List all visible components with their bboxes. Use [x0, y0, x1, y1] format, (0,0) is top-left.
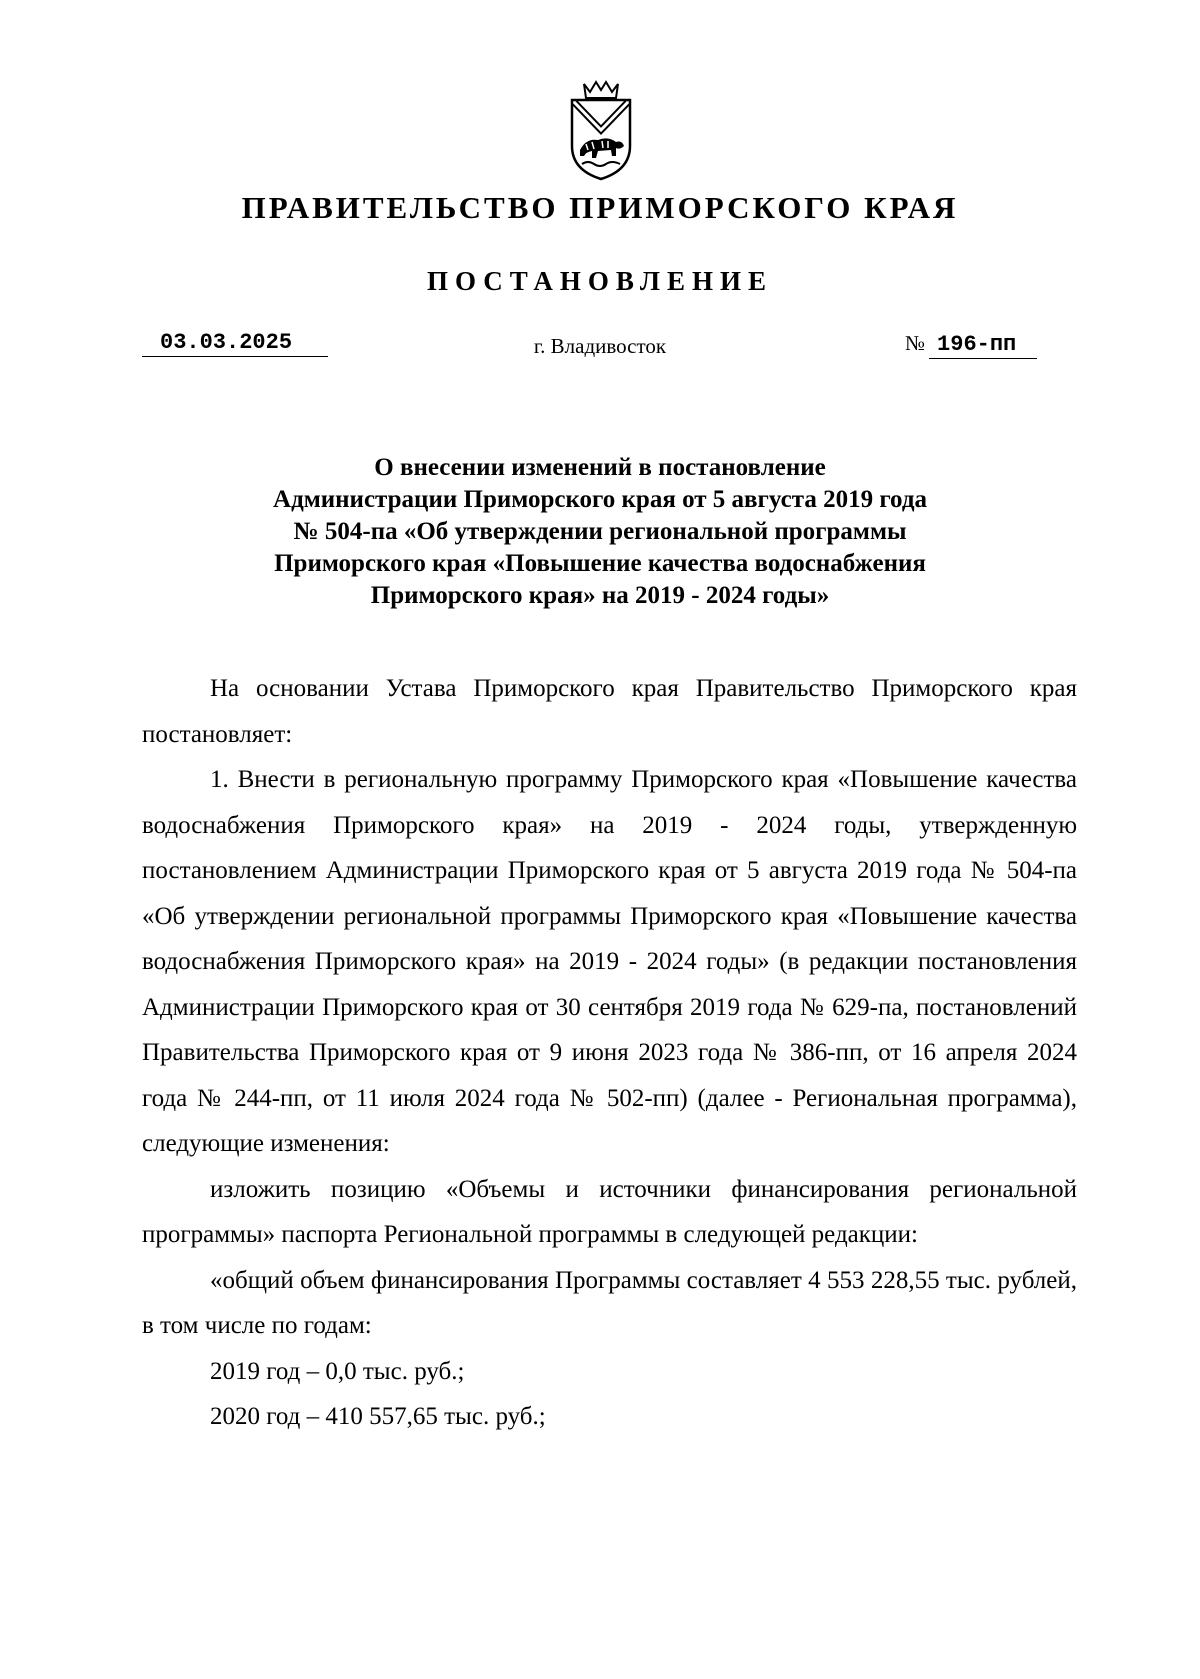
body-paragraph: 2020 год – 410 557,65 тыс. руб.; [210, 1403, 546, 1430]
document-heading [0, 452, 1200, 612]
heading-line: О внесении изменений в постановление [374, 454, 826, 481]
document-body [142, 666, 1077, 1440]
heading-line: Приморского края» на 2019 - 2024 годы» [370, 582, 830, 609]
body-paragraph: 1. Внести в региональную программу Приморского края «Повышение качества водоснабжения Приморского края» на 2019 - 2024 годы, утвержденную постановлением Администрации Приморского края от 5 августа 2019 года № 504-па «Об утверждении региональной программы Приморского края «Повышение качества водоснабжения Приморского края» на 2019 - 2024 годы» (в редакции постановления Администрации Приморского края от 30 сентября 2019 года № 629-па, постановлений Правительства Приморского края от 9 июня 2023 года № 386-пп, от 16 апреля 2024 года № 244-пп, от 11 июля 2024 года № 502-пп) (далее - Региональная программа), следующие изменения: [142, 766, 1077, 1157]
organization-title: ПРАВИТЕЛЬСТВО ПРИМОРСКОГО КРАЯ [241, 190, 959, 225]
document-number-block [905, 330, 1037, 359]
coat-of-arms-emblem [562, 80, 640, 182]
body-paragraph: 2019 год – 0,0 тыс. руб.; [210, 1357, 465, 1385]
body-paragraph: изложить позицию «Объемы и источники финансирования региональной программы» паспорта Региональной программы в следующей редакции: [142, 1175, 1077, 1248]
document-city: г. Владивосток [533, 334, 667, 358]
body-paragraph: «общий объем финансирования Программы составляет 4 553 228,55 тыс. рублей, в том числе по годам: [142, 1266, 1077, 1339]
body-paragraph: На основании Устава Приморского края Правительство Приморского края постановляет: [142, 675, 1077, 748]
document-type: ПОСТАНОВЛЕНИЕ [426, 266, 774, 296]
number-label: № [905, 331, 926, 355]
document-number: 196-пп [929, 332, 1037, 359]
primorsky-coat-of-arms-icon [562, 80, 640, 182]
heading-line: Приморского края «Повышение качества водоснабжения [274, 550, 926, 577]
heading-line: № 504-па «Об утверждении региональной программы [293, 518, 907, 545]
heading-line: Администрации Приморского края от 5 августа 2019 года [273, 486, 927, 513]
document-date: 03.03.2025 [142, 330, 328, 357]
